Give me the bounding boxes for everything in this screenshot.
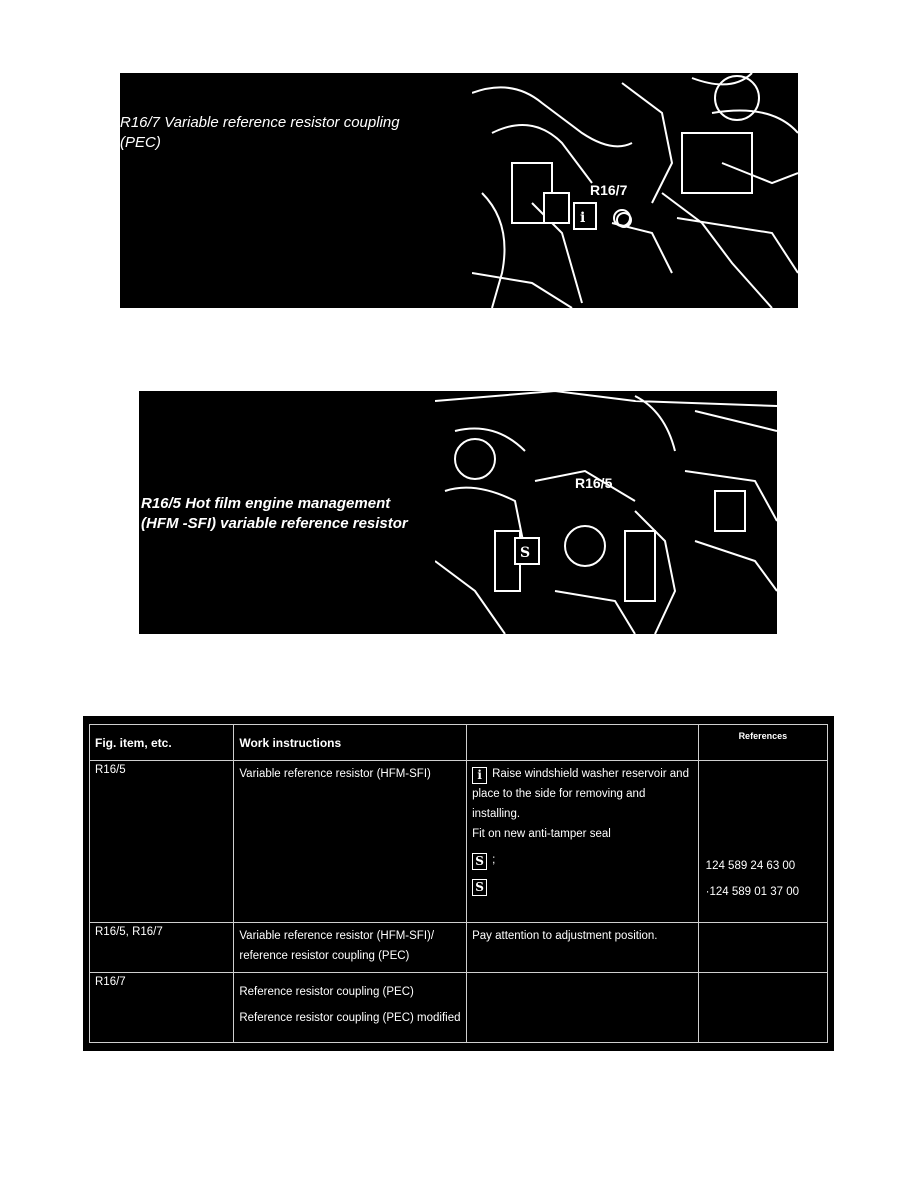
caption-line: R16/5 Hot film engine management	[141, 495, 391, 512]
table-row	[90, 923, 828, 973]
engine-bay-illustration	[472, 73, 798, 308]
work-instructions-table	[83, 716, 834, 1051]
header-work-instructions: Work instructions	[234, 725, 467, 761]
caption-line: (HFM -SFI) variable reference resistor	[141, 515, 408, 532]
caption-line: R16/7 Variable reference resistor coupling	[120, 114, 400, 131]
work-line: reference resistor coupling (PEC)	[239, 950, 410, 962]
callout-label: R16/5	[575, 475, 613, 491]
info-icon: i	[472, 767, 487, 784]
note-line	[472, 764, 693, 784]
cell-work	[234, 973, 467, 1043]
header-notes	[467, 725, 699, 761]
work-line: Reference resistor coupling (PEC) modified	[239, 1012, 461, 1024]
work-line: Variable reference resistor (HFM-SFI)	[239, 768, 431, 780]
table-row	[90, 761, 828, 923]
figure-r16-7	[120, 73, 798, 308]
cell-refs	[698, 761, 827, 923]
cell-refs	[698, 973, 827, 1043]
note-line: Fit on new anti-tamper seal	[472, 828, 611, 840]
table-row	[90, 973, 828, 1043]
work-line: Reference resistor coupling (PEC)	[239, 986, 414, 998]
cell-refs	[698, 923, 827, 973]
note-text: Raise windshield washer reservoir and	[492, 768, 689, 780]
cell-notes	[467, 973, 699, 1043]
figure-r16-5	[139, 391, 777, 634]
figure-caption	[120, 113, 400, 153]
instructions-table	[89, 724, 828, 1043]
cell-item: R16/7	[90, 973, 234, 1043]
cell-notes	[467, 923, 699, 973]
tool-icon: S	[472, 879, 487, 896]
note-text: ;	[492, 854, 496, 866]
note-line: installing.	[472, 808, 521, 820]
header-fig-item: Fig. item, etc.	[90, 725, 234, 761]
work-line: Variable reference resistor (HFM-SFI)/	[239, 930, 435, 942]
cell-work	[234, 923, 467, 973]
info-icon-glyph: i	[580, 210, 586, 226]
note-line	[472, 876, 693, 896]
note-line	[472, 850, 693, 870]
engine-bay-illustration	[435, 391, 777, 634]
header-references: References	[698, 725, 827, 761]
cell-notes	[467, 761, 699, 923]
cell-item: R16/5	[90, 761, 234, 923]
engine-bay-drawing	[472, 73, 798, 308]
figure-caption	[141, 494, 408, 534]
note-line: place to the side for removing and	[472, 788, 646, 800]
reference-number: ·124 589 01 37 00	[705, 886, 800, 898]
note-line: Pay attention to adjustment position.	[472, 930, 658, 942]
spacer	[704, 764, 822, 850]
engine-bay-drawing	[435, 391, 777, 634]
cell-item: R16/5, R16/7	[90, 923, 234, 973]
cell-work	[234, 761, 467, 923]
reference-number: 124 589 24 63 00	[705, 860, 796, 872]
tool-icon-glyph: S	[520, 545, 531, 561]
table-header-row	[90, 725, 828, 761]
caption-line: (PEC)	[120, 134, 161, 151]
callout-label: R16/7	[590, 182, 628, 198]
tool-icon: S	[472, 853, 487, 870]
